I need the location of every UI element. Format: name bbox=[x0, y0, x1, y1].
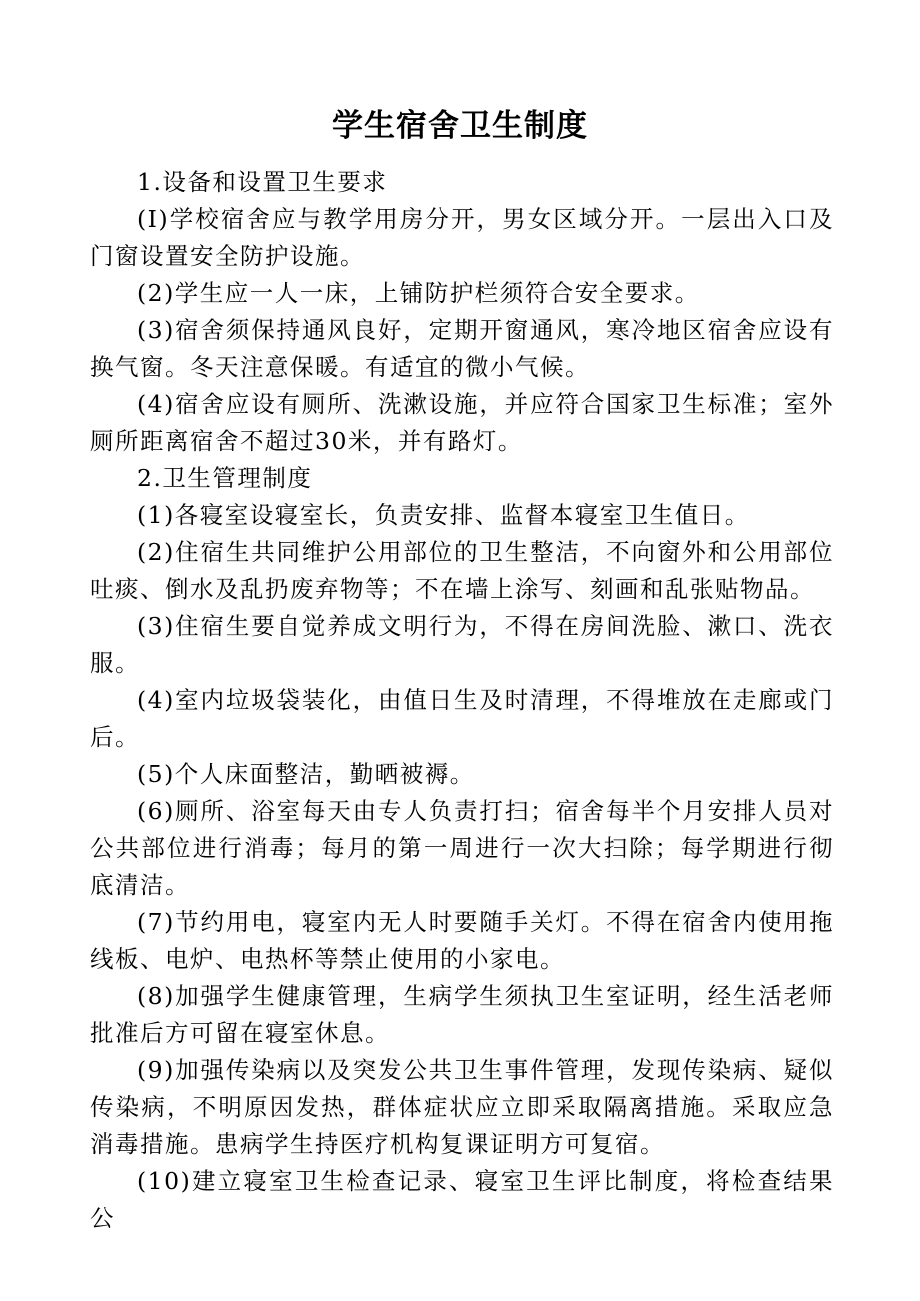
paragraph-2-6: (6)厕所、浴室每天由专人负责打扫；宿舍每半个月安排人员对公共部位进行消毒；每月的第一周进行一次大扫除；每学期进行彻底清洁。 bbox=[90, 797, 834, 899]
paragraph-2-7: (7)节约用电，寝室内无人时要随手关灯。不得在宿舍内使用拖线板、电炉、电热杯等禁止使用的小家电。 bbox=[90, 908, 834, 973]
paragraph-2-10: (10)建立寝室卫生检查记录、寝室卫生评比制度，将检查结果公 bbox=[90, 1167, 834, 1232]
section-heading-2: 2.卫生管理制度 bbox=[137, 464, 313, 492]
paragraph-2-9: (9)加强传染病以及突发公共卫生事件管理，发现传染病、疑似传染病，不明原因发热，群体症状应立即采取隔离措施。采取应急消毒措施。患病学生持医疗机构复课证明方可复宿。 bbox=[90, 1056, 834, 1158]
paragraph-1-2: (2)学生应一人一床，上铺防护栏须符合安全要求。 bbox=[137, 279, 700, 307]
paragraph-2-1: (1)各寝室设寝室长，负责安排、监督本寝室卫生值日。 bbox=[137, 501, 750, 529]
paragraph-2-4: (4)室内垃圾袋装化，由值日生及时清理，不得堆放在走廊或门后。 bbox=[90, 686, 834, 751]
paragraph-2-5: (5)个人床面整洁，勤晒被褥。 bbox=[137, 760, 475, 788]
document-body bbox=[90, 164, 834, 1237]
section-heading-1: 1.设备和设置卫生要求 bbox=[137, 168, 388, 196]
paragraph-1-3: (3)宿舍须保持通风良好，定期开窗通风，寒冷地区宿舍应设有换气窗。冬天注意保暖。有适宜的微小气候。 bbox=[90, 316, 834, 381]
document-title: 学生宿舍卫生制度 bbox=[332, 108, 588, 144]
paragraph-2-3: (3)住宿生要自觉养成文明行为，不得在房间洗脸、漱口、洗衣服。 bbox=[90, 612, 834, 677]
paragraph-1-4: (4)宿舍应设有厕所、洗漱设施，并应符合国家卫生标准；室外厕所距离宿舍不超过30米，并有路灯。 bbox=[90, 390, 834, 455]
paragraph-2-2: (2)住宿生共同维护公用部位的卫生整洁，不向窗外和公用部位吐痰、倒水及乱扔废弃物等；不在墙上涂写、刻画和乱张贴物品。 bbox=[90, 538, 834, 603]
paragraph-1-1: (I)学校宿舍应与教学用房分开，男女区域分开。一层出入口及门窗设置安全防护设施。 bbox=[90, 205, 834, 270]
paragraph-2-8: (8)加强学生健康管理，生病学生须执卫生室证明，经生活老师批准后方可留在寝室休息。 bbox=[90, 982, 834, 1047]
